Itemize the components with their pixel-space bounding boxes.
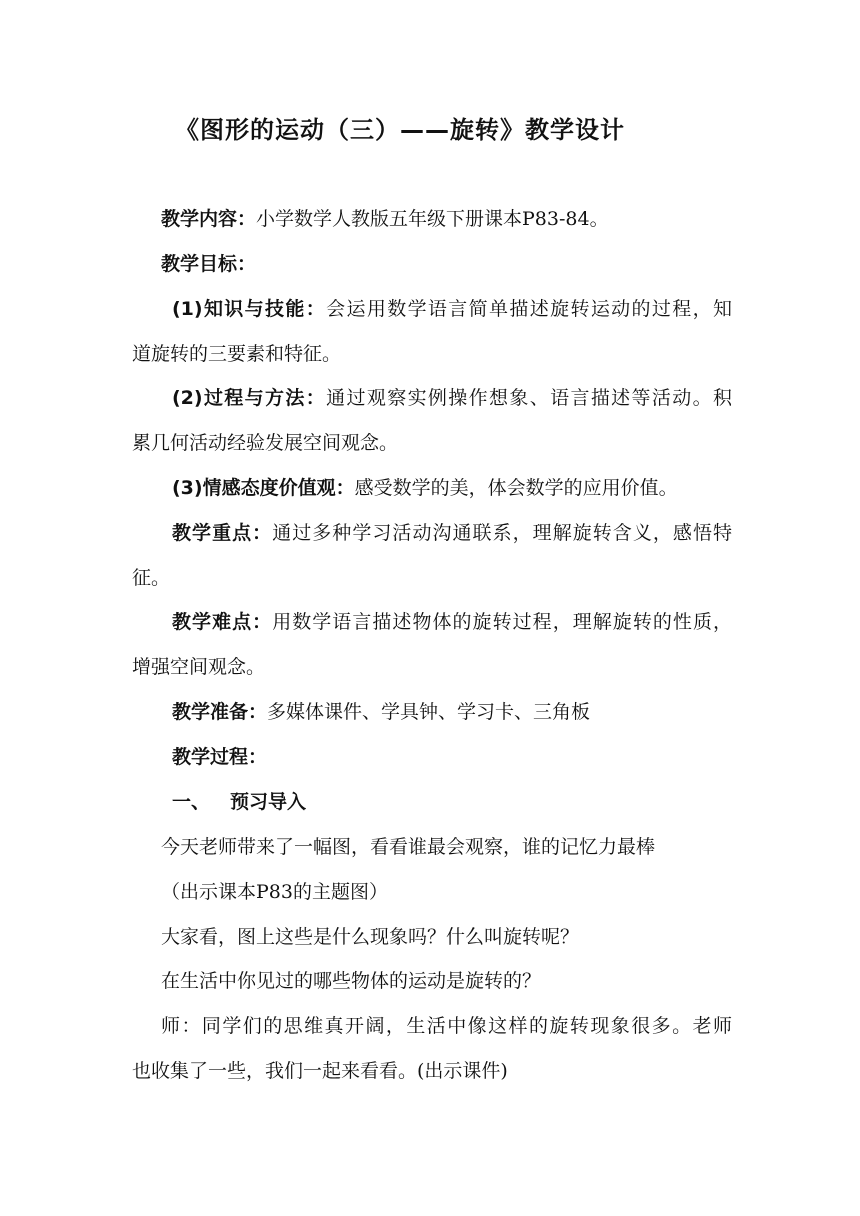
- difficulty-line-1: [172, 610, 732, 634]
- paragraph-3: 大家看，图上这些是什么现象吗？什么叫旋转呢？: [161, 926, 580, 948]
- teaching-content-text: 小学数学人教版五年级下册课本P83-84。: [256, 208, 609, 230]
- preparation: [172, 700, 772, 724]
- difficulty-text: 用数学语言描述物体的旋转过程，理解旋转的性质，: [272, 611, 732, 633]
- process-heading: 教学过程：: [172, 746, 268, 768]
- paragraph-2: （出示课本P83的主题图）: [161, 881, 388, 903]
- preparation-text: 多媒体课件、学具钟、学习卡、三角板: [267, 701, 591, 723]
- goal-2-line-2: 累几何活动经验发展空间观念。: [132, 432, 399, 454]
- teaching-goals-heading: 教学目标：: [161, 253, 257, 275]
- preparation-label: 教学准备：: [172, 701, 268, 723]
- goal-2-text: 通过观察实例操作想象、语言描述等活动。积: [326, 387, 732, 409]
- document-title: 《图形的运动（三）——旋转》教学设计: [175, 116, 625, 144]
- goal-1-line-2: 道旋转的三要素和特征。: [132, 343, 342, 365]
- teaching-content: [161, 207, 761, 231]
- section-1-number: 一、: [172, 791, 211, 813]
- paragraph-4: 在生活中你见过的哪些物体的运动是旋转的？: [161, 970, 542, 992]
- key-points-label: 教学重点：: [172, 522, 273, 544]
- goal-1-line-1: [172, 297, 732, 321]
- key-points-line-1: [172, 521, 732, 545]
- goal-3-text: 感受数学的美，体会数学的应用价值。: [354, 477, 678, 499]
- teaching-content-label: 教学内容：: [161, 208, 257, 230]
- section-1-heading: [172, 790, 772, 814]
- goal-1-text: 会运用数学语言简单描述旋转运动的过程，知: [326, 298, 732, 320]
- goal-3-label: (3)情感态度价值观：: [172, 477, 355, 499]
- paragraph-5-line-2: 也收集了一些，我们一起来看看。(出示课件): [132, 1060, 508, 1082]
- key-points-line-2: 征。: [132, 567, 171, 589]
- goal-1-label: (1)知识与技能：: [172, 298, 327, 320]
- goal-3: [172, 476, 772, 500]
- difficulty-label: 教学难点：: [172, 611, 273, 633]
- section-1-title: 预习导入: [230, 791, 307, 813]
- difficulty-line-2: 增强空间观念。: [132, 656, 266, 678]
- paragraph-5-line-1: 师：同学们的思维真开阔，生活中像这样的旋转现象很多。老师: [161, 1015, 732, 1037]
- paragraph-1: 今天老师带来了一幅图，看看谁最会观察，谁的记忆力最棒: [161, 836, 656, 858]
- goal-2-label: (2)过程与方法：: [172, 387, 327, 409]
- key-points-text: 通过多种学习活动沟通联系，理解旋转含义，感悟特: [272, 522, 732, 544]
- goal-2-line-1: [172, 386, 732, 410]
